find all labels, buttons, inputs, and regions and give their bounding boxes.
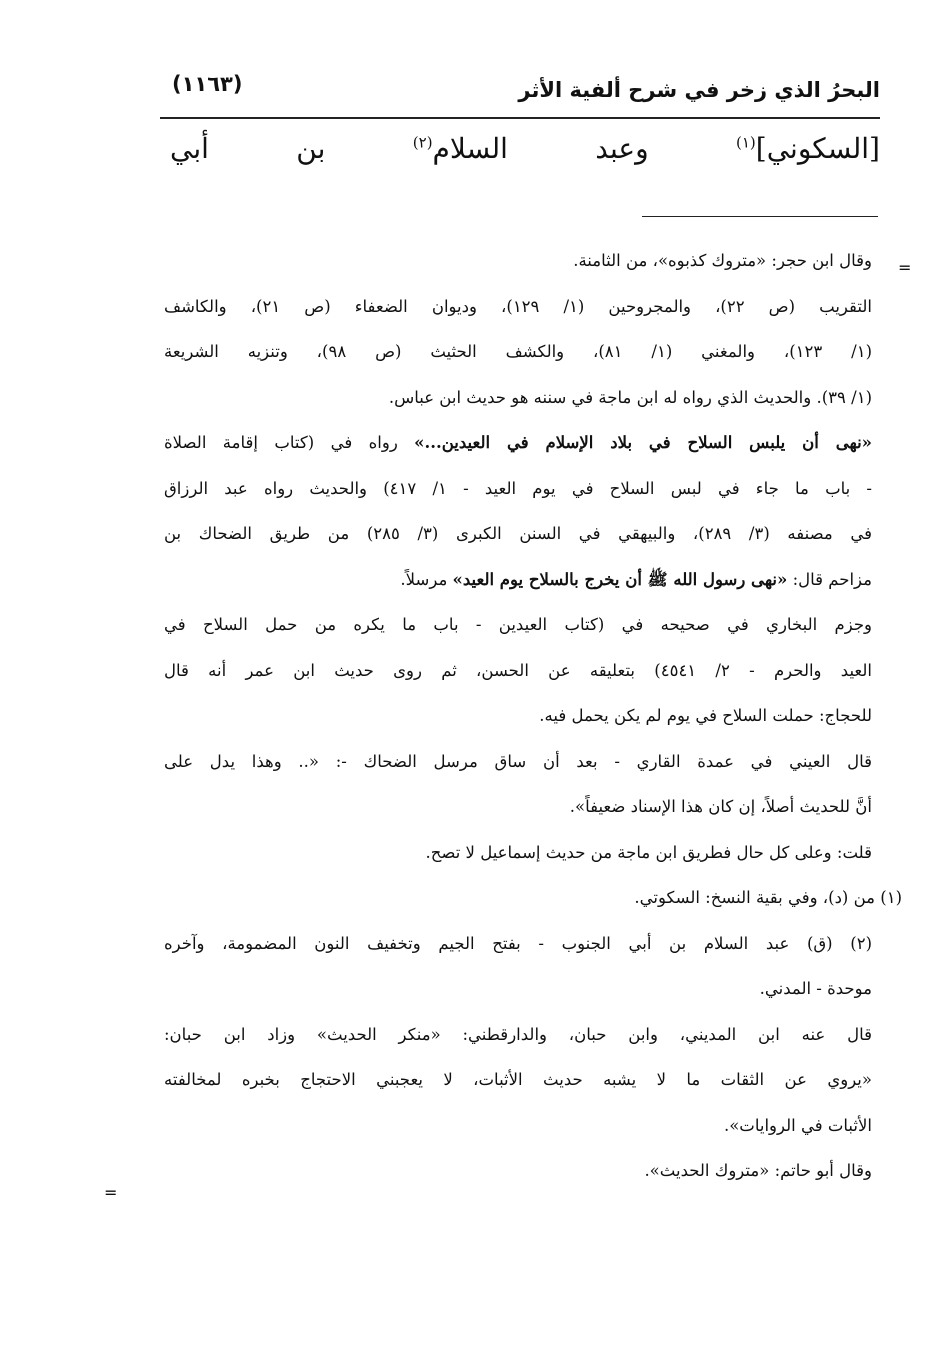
footnote-line: في مصنفه (٣/ ٢٨٩)، والبيهقي في السنن الكبرى (٣/ ٢٨٥) من طريق الضحاك بن	[164, 524, 872, 543]
footnote-line	[164, 557, 872, 603]
footnote-text: مزاحم قال:	[787, 569, 872, 589]
hadith-quote: «نهى أن يلبس السلاح في بلاد الإسلام في العيدين...»	[414, 433, 872, 452]
margin-continuation-mark: =	[898, 258, 912, 277]
page-number: (١١٦٣)	[172, 72, 243, 96]
footnote-line: أنَّ للحديث أصلاً، إن كان هذا الإسناد ضعيفاً».	[569, 797, 872, 816]
footnote-line: للحجاج: حملت السلاح في يوم لم يكن يحمل فيه.	[539, 706, 872, 725]
hadith-quote: «نهى رسول الله ﷺ أن يخرج بالسلاح يوم العيد»	[452, 569, 788, 589]
footnote-line: التقريب (ص ٢٢)، والمجروحين (١/ ١٢٩)، وديوان الضعفاء (ص ٢١)، والكاشف	[164, 296, 872, 316]
main-text-part: بن أبي	[170, 132, 413, 165]
footnotes-block	[164, 238, 902, 1194]
footnote-text: مرسلاً.	[400, 569, 453, 589]
footnote-line: - باب ما جاء في لبس السلاح في يوم العيد - ١/ ٤١٧) والحديث رواه عبد الرزاق	[164, 478, 872, 498]
footnote-line: (١/ ١٢٣)، والمغني (١/ ٨١)، والكشف الحثيث (ص ٩٨)، وتنزيه الشريعة	[164, 342, 872, 361]
footnote-line	[164, 420, 872, 466]
footnote-line: قلت: وعلى كل حال فطريق ابن ماجة من حديث إسماعيل لا تصح.	[425, 842, 872, 862]
footnote-ref-2: (٢)	[412, 133, 433, 152]
footnote-line: العيد والحرم - ٢/ ٤٥٤١) بتعليقه عن الحسن، ثم روى حديث ابن عمر أنه قال	[164, 660, 872, 680]
main-text-part: [السكوني]	[755, 132, 880, 165]
footnote-text: رواه في (كتاب إقامة الصلاة	[164, 433, 415, 452]
footnote-line: وقال ابن حجر: «متروك كذبوه»، من الثامنة.	[573, 251, 872, 270]
footnote-line: موحدة - المدني.	[759, 979, 872, 998]
footnote-line: «يروي عن الثقات ما لا يشبه حديث الأثبات، لا يعجبني الاحتجاج بخبره لمخالفته	[164, 1070, 872, 1089]
footnote-line: الأثبات في الروايات».	[723, 1115, 872, 1135]
footnote-ref-1: (١)	[736, 133, 756, 152]
header-rule	[160, 117, 880, 119]
footnote-line: (١/ ٣٩). والحديث الذي رواه له ابن ماجة في سننه هو حديث ابن عباس.	[388, 387, 872, 407]
footnote-separator	[642, 216, 878, 217]
footnote-line: (١) من (د)، وفي بقية النسخ: السكوتي.	[634, 888, 902, 907]
running-header-title: البحرُ الذي زخر في شرح ألفية الأثر	[518, 78, 880, 102]
footnote-line: وقال أبو حاتم: «متروك الحديث».	[644, 1161, 872, 1180]
margin-continuation-mark: =	[104, 1183, 118, 1202]
footnote-line: وجزم البخاري في صحيحه في (كتاب العيدين - باب ما يكره من حمل السلاح في	[164, 615, 872, 634]
main-text-line	[170, 132, 880, 165]
footnote-line: قال عنه ابن المديني، وابن حبان، والدارقطني: «منكر الحديث» وزاد ابن حبان:	[164, 1024, 872, 1044]
footnote-line: (٢) (ق) عبد السلام بن أبي الجنوب - بفتح الجيم وتخفيف النون المضمومة، وآخره	[164, 933, 872, 953]
main-text-part: وعبد السلام	[432, 132, 736, 165]
footnote-line: قال العيني في عمدة القاري - بعد أن ساق مرسل الضحاك -: «.. وهذا يدل على	[164, 751, 872, 771]
